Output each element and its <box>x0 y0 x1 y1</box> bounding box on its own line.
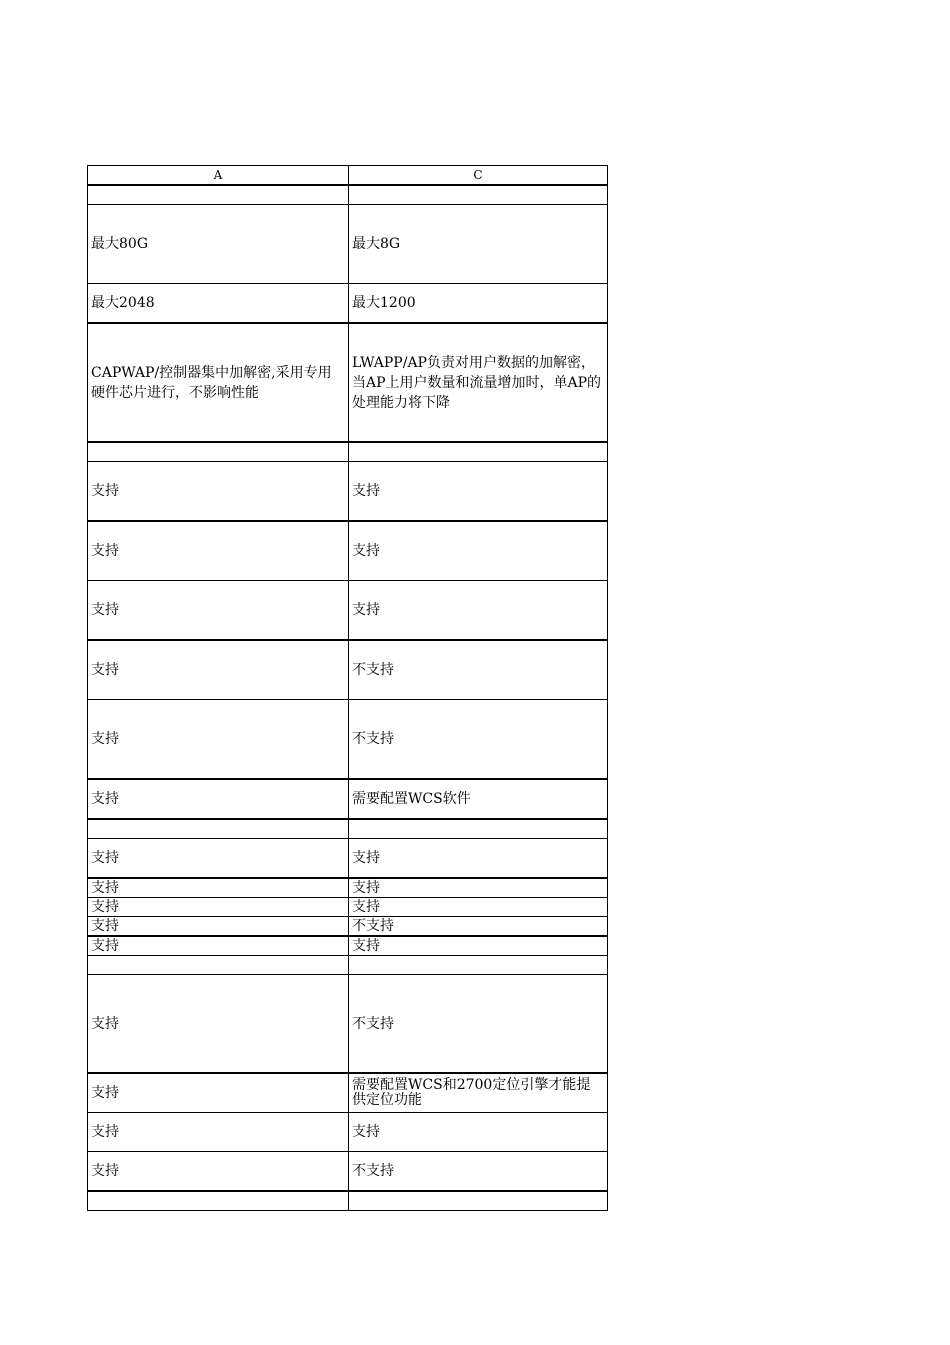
cell-c[interactable]: 支持 <box>349 462 608 522</box>
cell-c[interactable] <box>349 819 608 839</box>
table-row <box>88 956 608 975</box>
cell-c[interactable] <box>349 1191 608 1211</box>
table-row <box>88 284 608 324</box>
cell-a[interactable]: 支持 <box>88 700 349 780</box>
cell-a[interactable]: CAPWAP/控制器集中加解密,采用专用硬件芯片进行，不影响性能 <box>88 323 349 442</box>
cell-c[interactable]: 支持 <box>349 936 608 956</box>
cell-c[interactable]: 支持 <box>349 581 608 641</box>
table-row <box>88 185 608 205</box>
table-row <box>88 936 608 956</box>
cell-a[interactable] <box>88 1191 349 1211</box>
cell-a[interactable]: 支持 <box>88 640 349 700</box>
table-row <box>88 839 608 879</box>
cell-c[interactable]: 不支持 <box>349 700 608 780</box>
column-header-c[interactable]: C <box>349 166 608 186</box>
cell-a[interactable]: 支持 <box>88 917 349 937</box>
cell-c[interactable]: 不支持 <box>349 975 608 1074</box>
cell-c[interactable]: LWAPP/AP负责对用户数据的加解密，当AP上用户数量和流量增加时，单AP的处理能力将下降 <box>349 323 608 442</box>
table-row <box>88 898 608 917</box>
table-row <box>88 462 608 522</box>
cell-a[interactable] <box>88 442 349 462</box>
cell-c[interactable]: 支持 <box>349 1113 608 1152</box>
cell-a[interactable]: 最大2048 <box>88 284 349 324</box>
table-row <box>88 1073 608 1113</box>
table-row <box>88 521 608 581</box>
cell-c[interactable]: 最大8G <box>349 205 608 284</box>
cell-a[interactable]: 支持 <box>88 898 349 917</box>
cell-a[interactable]: 支持 <box>88 936 349 956</box>
cell-a[interactable]: 支持 <box>88 462 349 522</box>
table-row <box>88 779 608 819</box>
cell-c[interactable]: 支持 <box>349 878 608 898</box>
table-row <box>88 878 608 898</box>
cell-c[interactable] <box>349 185 608 205</box>
table-row <box>88 975 608 1074</box>
cell-a[interactable]: 支持 <box>88 1073 349 1113</box>
cell-c[interactable]: 支持 <box>349 521 608 581</box>
cell-a[interactable] <box>88 185 349 205</box>
table-row <box>88 1113 608 1152</box>
table-row <box>88 1191 608 1211</box>
cell-c[interactable]: 不支持 <box>349 917 608 937</box>
cell-a[interactable]: 最大80G <box>88 205 349 284</box>
column-header-a[interactable]: A <box>88 166 349 186</box>
cell-a[interactable]: 支持 <box>88 779 349 819</box>
cell-c[interactable]: 支持 <box>349 898 608 917</box>
cell-a[interactable]: 支持 <box>88 1152 349 1192</box>
table-row <box>88 700 608 780</box>
cell-a[interactable] <box>88 819 349 839</box>
cell-c[interactable]: 支持 <box>349 839 608 879</box>
cell-c[interactable] <box>349 956 608 975</box>
column-header-row <box>88 166 608 186</box>
cell-c[interactable]: 不支持 <box>349 1152 608 1192</box>
cell-a[interactable]: 支持 <box>88 521 349 581</box>
cell-a[interactable]: 支持 <box>88 975 349 1074</box>
table-row <box>88 819 608 839</box>
cell-a[interactable]: 支持 <box>88 1113 349 1152</box>
cell-c[interactable]: 需要配置WCS和2700定位引擎才能提供定位功能 <box>349 1073 608 1113</box>
table-row <box>88 442 608 462</box>
cell-c[interactable]: 需要配置WCS软件 <box>349 779 608 819</box>
table-row <box>88 640 608 700</box>
cell-a[interactable]: 支持 <box>88 878 349 898</box>
table-row <box>88 323 608 442</box>
table-row <box>88 917 608 937</box>
table-row <box>88 581 608 641</box>
cell-a[interactable]: 支持 <box>88 839 349 879</box>
cell-a[interactable] <box>88 956 349 975</box>
cell-c[interactable]: 最大1200 <box>349 284 608 324</box>
comparison-table <box>87 165 608 1211</box>
table-row <box>88 1152 608 1192</box>
cell-a[interactable]: 支持 <box>88 581 349 641</box>
cell-c[interactable] <box>349 442 608 462</box>
table-row <box>88 205 608 284</box>
cell-c[interactable]: 不支持 <box>349 640 608 700</box>
